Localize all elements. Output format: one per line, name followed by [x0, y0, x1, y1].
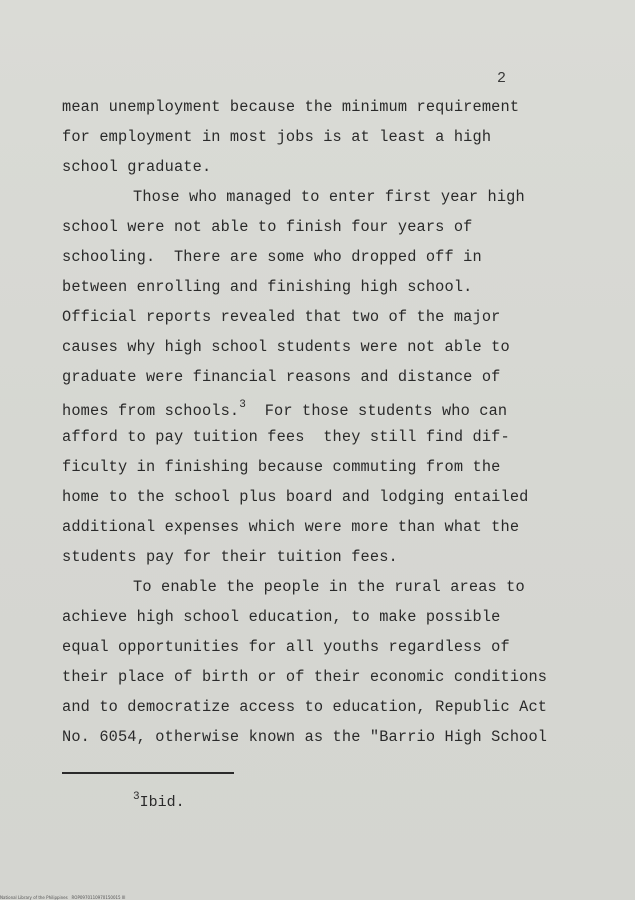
paragraph-start-line: Those who managed to enter first year high — [133, 188, 525, 206]
scan-identifier-strip: National Library of the Philippines ROP0970110970150015 III — [0, 895, 126, 900]
footnote-text: Ibid. — [139, 794, 185, 811]
body-line: their place of birth or of their economic conditions — [62, 668, 548, 686]
footnote-marker: 3 — [133, 791, 140, 803]
paragraph-start-line: To enable the people in the rural areas to — [133, 578, 525, 596]
body-line: equal opportunities for all youths regardless of — [62, 638, 510, 656]
body-line: afford to pay tuition fees they still find dif- — [62, 428, 510, 446]
body-line-segment: homes from schools. — [62, 402, 240, 421]
footnote — [133, 792, 185, 811]
body-line: between enrolling and finishing high school. — [62, 278, 473, 296]
body-line: graduate were financial reasons and distance of — [62, 368, 501, 386]
body-line: mean unemployment because the minimum requirement — [62, 98, 520, 116]
body-line: ficulty in finishing because commuting from the — [62, 458, 501, 476]
body-line: No. 6054, otherwise known as the "Barrio High School — [62, 728, 548, 746]
body-line: achieve high school education, to make possible — [62, 608, 501, 626]
body-line: home to the school plus board and lodging entailed — [62, 488, 529, 506]
body-line: additional expenses which were more than what the — [62, 518, 520, 536]
body-line-segment: For those students who can — [246, 402, 508, 421]
footnote-reference: 3 — [239, 399, 247, 411]
body-line: school were not able to finish four years of — [62, 218, 473, 236]
body-line: for employment in most jobs is at least a high — [62, 128, 492, 146]
body-line: students pay for their tuition fees. — [62, 548, 398, 566]
footnote-divider — [62, 772, 234, 774]
body-line: Official reports revealed that two of the major — [62, 308, 501, 326]
body-line-with-footnote — [62, 398, 507, 420]
page-number: 2 — [497, 70, 507, 87]
body-line: causes why high school students were not able to — [62, 338, 510, 356]
body-line: schooling. There are some who dropped off in — [62, 248, 482, 266]
body-line: and to democratize access to education, Republic Act — [62, 698, 548, 716]
body-line: school graduate. — [62, 158, 212, 176]
